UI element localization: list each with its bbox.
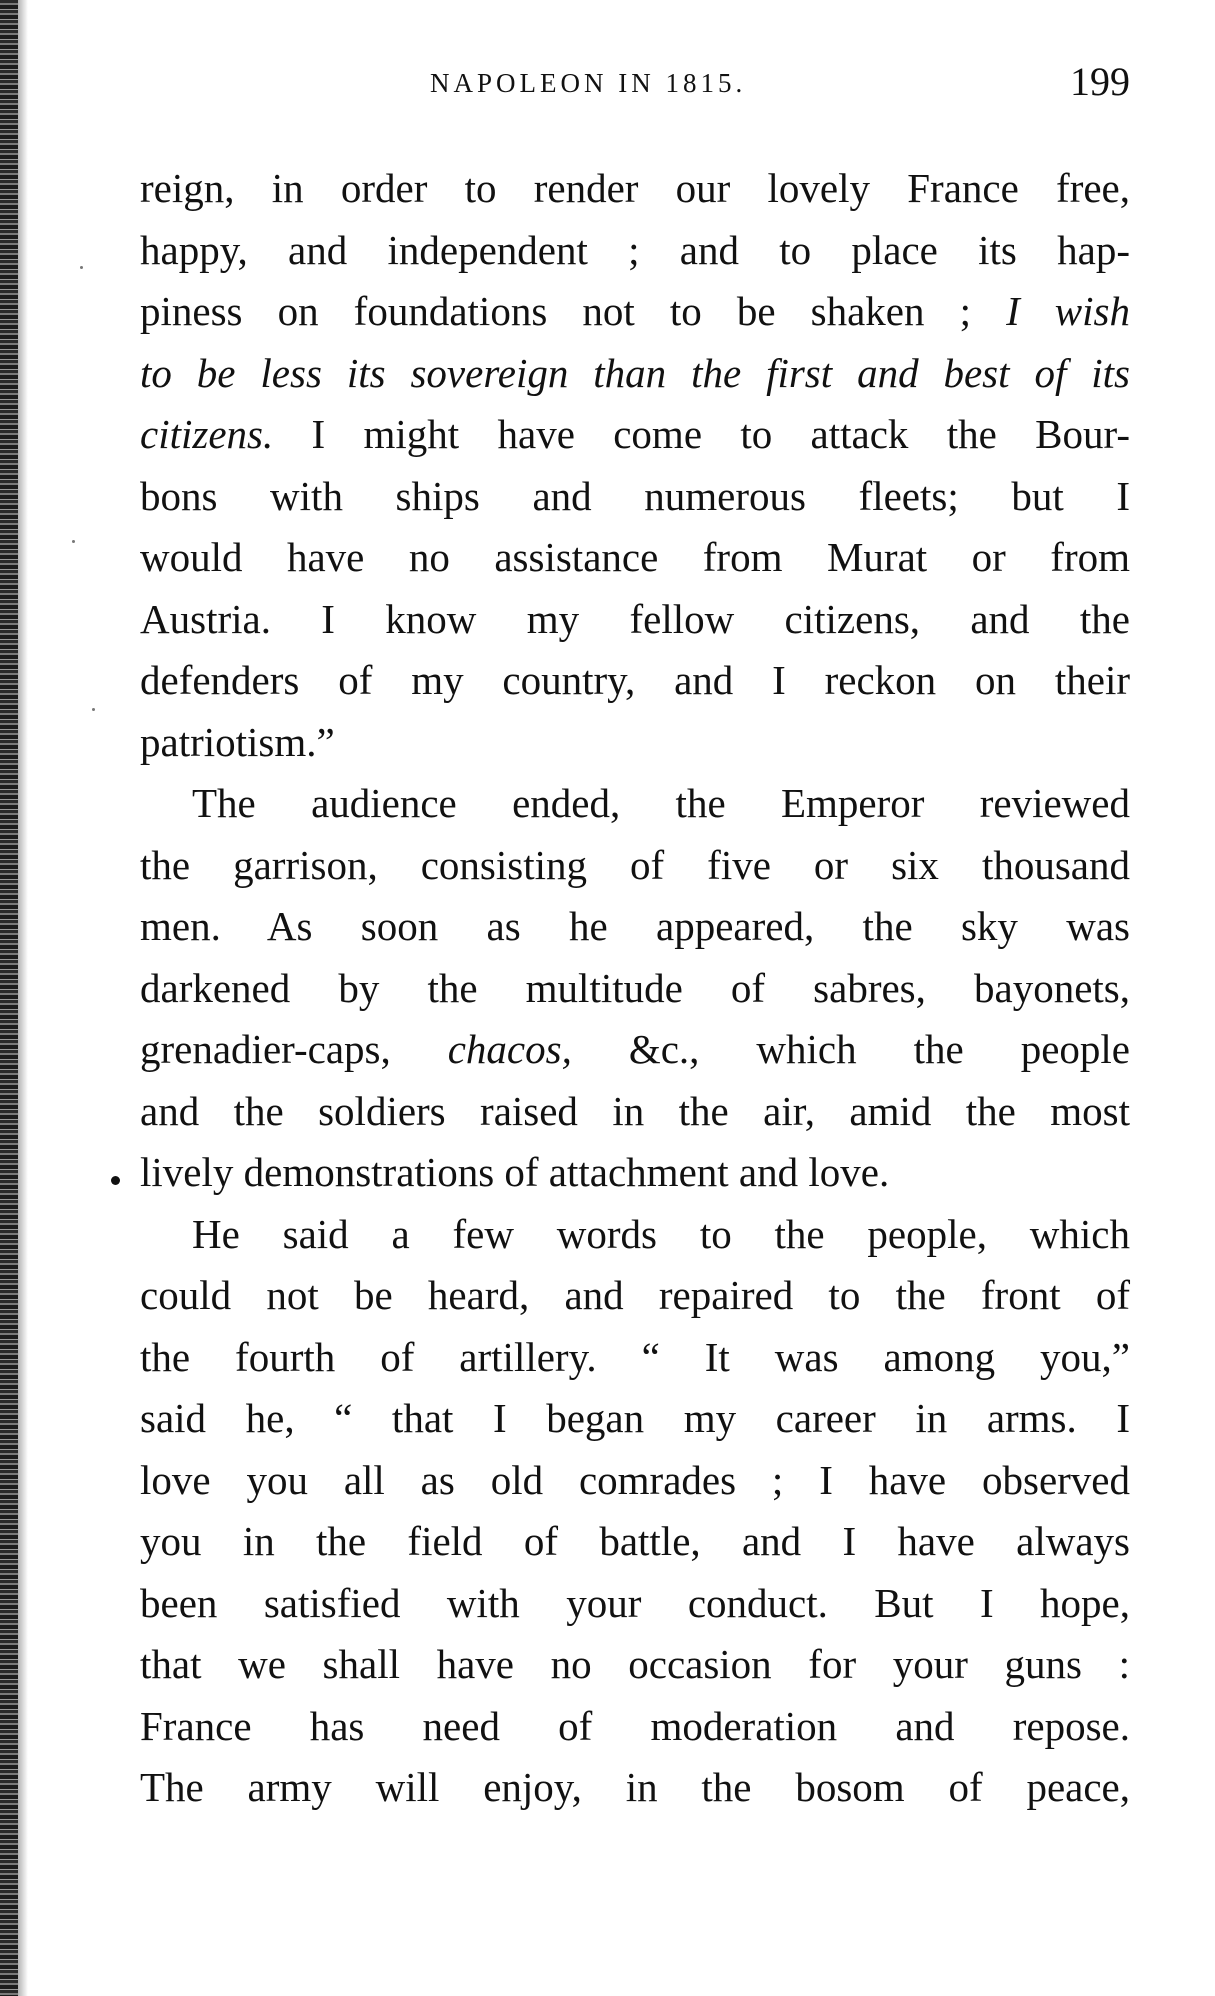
text-line: lively demonstrations of attachment and love.: [140, 1149, 890, 1195]
paper-speck: [92, 708, 95, 711]
text-line: defenders of my country, and I reckon on their: [140, 657, 1130, 703]
page-number: 199: [1070, 59, 1130, 104]
text-line: men. As soon as he appeared, the sky was: [140, 903, 1130, 949]
text-line: Austria. I know my fellow citizens, and the: [140, 595, 1130, 642]
text-line: grenadier-caps, chacos, &c., which the people: [140, 1026, 1130, 1072]
text-line: The audience ended, the Emperor reviewed: [192, 780, 1130, 826]
text-line: could not be heard, and repaired to the front of: [140, 1272, 1130, 1318]
italic-phrase: to be less its sovereign than the first and best of its: [140, 349, 1130, 396]
italic-phrase: citizens.: [140, 411, 274, 457]
binding-edge: [0, 0, 18, 1996]
text-line: would have no assistance from Murat or from: [140, 534, 1130, 580]
body-text: [140, 158, 1130, 1819]
paper-speck: [80, 266, 83, 269]
text-line: France has need of moderation and repose.: [140, 1702, 1130, 1749]
text-line: patriotism.”: [140, 718, 335, 765]
italic-phrase: chacos,: [447, 1026, 572, 1072]
text-line: love you all as old comrades ; I have observed: [140, 1456, 1130, 1503]
margin-dot-mark: [111, 1176, 120, 1185]
text-line: reign, in order to render our lovely France free,: [140, 165, 1130, 211]
text-line: that we shall have no occasion for your guns :: [140, 1641, 1130, 1687]
running-title: NAPOLEON IN 1815.: [430, 68, 747, 98]
page-header: [140, 58, 1130, 118]
text-line: you in the field of battle, and I have always: [140, 1518, 1130, 1564]
text-line: said he, “ that I began my career in arms. I: [140, 1395, 1130, 1441]
text-line: [140, 343, 1130, 405]
text-line: happy, and independent ; and to place its hap-: [140, 226, 1130, 273]
text-line: He said a few words to the people, which: [192, 1210, 1130, 1257]
text-line: The army will enjoy, in the bosom of peace,: [140, 1764, 1130, 1810]
paper-speck: [72, 540, 75, 543]
text-line: the fourth of artillery. “ It was among you,”: [140, 1333, 1130, 1380]
text-line: piness on foundations not to be shaken ; I wish: [140, 288, 1131, 334]
text-line: darkened by the multitude of sabres, bayonets,: [140, 964, 1130, 1011]
text-line: bons with ships and numerous fleets; but I: [140, 472, 1130, 519]
text-line: the garrison, consisting of five or six thousand: [140, 841, 1130, 888]
text-line: citizens. I might have come to attack the Bour-: [140, 411, 1130, 457]
text-line: been satisfied with your conduct. But I hope,: [140, 1579, 1130, 1626]
text-line: and the soldiers raised in the air, amid the most: [140, 1087, 1130, 1134]
italic-phrase: I wish: [1006, 288, 1131, 334]
binding-shadow: [18, 0, 28, 1996]
